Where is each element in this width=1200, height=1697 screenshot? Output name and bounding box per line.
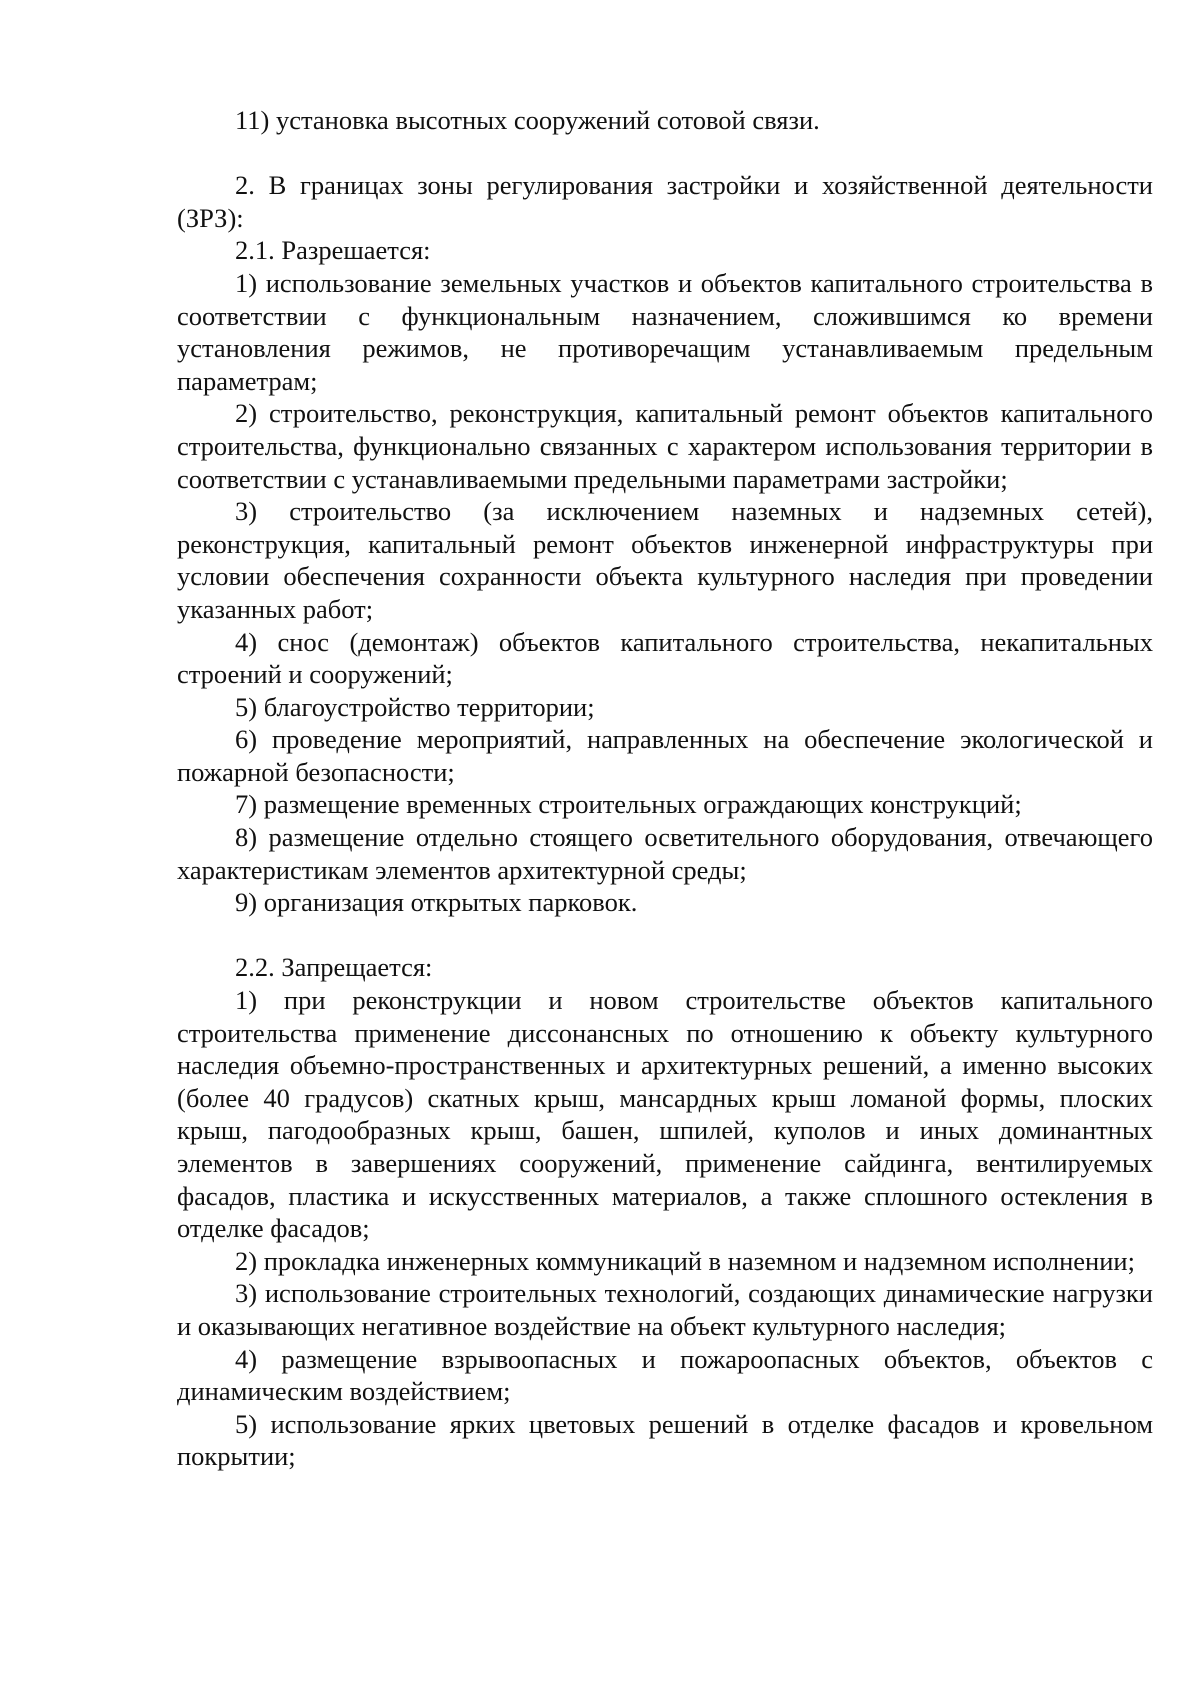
allowed-heading: 2.1. Разрешается: bbox=[235, 235, 431, 266]
allowed-item: 9) организация открытых парковок. bbox=[235, 887, 638, 918]
paragraph-gap bbox=[177, 137, 1153, 170]
prohibited-item: 1) при реконструкции и новом строительстве объектов капитального строительства применение диссонансных по отношению к объекту культурного наследия объемно-пространственных и архитектурных решений, а именно высоких (более 40 градусов) скатных крыш, мансардных крыш ломаной формы, плоских крыш, пагодообразных крыш, башен, шпилей, куполов и иных доминантных элементов в завершениях сооружений, применение сайдинга, вентилируемых фасадов, пластика и искусственных материалов, а также сплошного остекления в отделке фасадов; bbox=[177, 985, 1153, 1244]
allowed-item: 6) проведение мероприятий, направленных на обеспечение экологической и пожарной безопасности; bbox=[177, 724, 1153, 787]
allowed-item: 8) размещение отдельно стоящего осветительного оборудования, отвечающего характеристикам элементов архитектурной среды; bbox=[177, 822, 1153, 885]
document-body bbox=[177, 104, 1153, 1473]
list-item-11: 11) установка высотных сооружений сотовой связи. bbox=[235, 105, 820, 135]
allowed-item: 5) благоустройство территории; bbox=[235, 691, 595, 722]
prohibited-item: 5) использование ярких цветовых решений в отделке фасадов и кровельном покрытии; bbox=[177, 1408, 1153, 1472]
allowed-item: 7) размещение временных строительных ограждающих конструкций; bbox=[235, 789, 1022, 820]
allowed-item: 2) строительство, реконструкция, капитальный ремонт объектов капитального строительства, функционально связанных с характером использования территории в соответствии с устанавливаемыми предельными параметрами застройки; bbox=[177, 398, 1153, 494]
prohibited-item: 3) использование строительных технологий, создающих динамические нагрузки и оказывающих негативное воздействие на объект культурного наследия; bbox=[177, 1278, 1153, 1341]
allowed-item: 1) использование земельных участков и объектов капитального строительства в соответствии с функциональным назначением, сложившимся ко времени установления режимов, не противоречащим устанавливаемым предельным параметрам; bbox=[177, 267, 1153, 396]
paragraph-gap bbox=[177, 919, 1153, 952]
prohibited-item: 4) размещение взрывоопасных и пожароопасных объектов, объектов с динамическим воздействием; bbox=[177, 1343, 1153, 1407]
prohibited-item: 2) прокладка инженерных коммуникаций в наземном и надземном исполнении; bbox=[235, 1245, 1135, 1276]
allowed-item: 3) строительство (за исключением наземных и надземных сетей), реконструкция, капитальный ремонт объектов инженерной инфраструктуры при условии обеспечения сохранности объекта культурного наследия при проведении указанных работ; bbox=[177, 496, 1153, 624]
allowed-item: 4) снос (демонтаж) объектов капитального строительства, некапитальных строений и сооружений; bbox=[177, 626, 1153, 690]
section-2-heading: 2. В границах зоны регулирования застройки и хозяйственной деятельности (ЗРЗ): bbox=[177, 170, 1153, 233]
prohibited-heading: 2.2. Запрещается: bbox=[235, 952, 433, 983]
